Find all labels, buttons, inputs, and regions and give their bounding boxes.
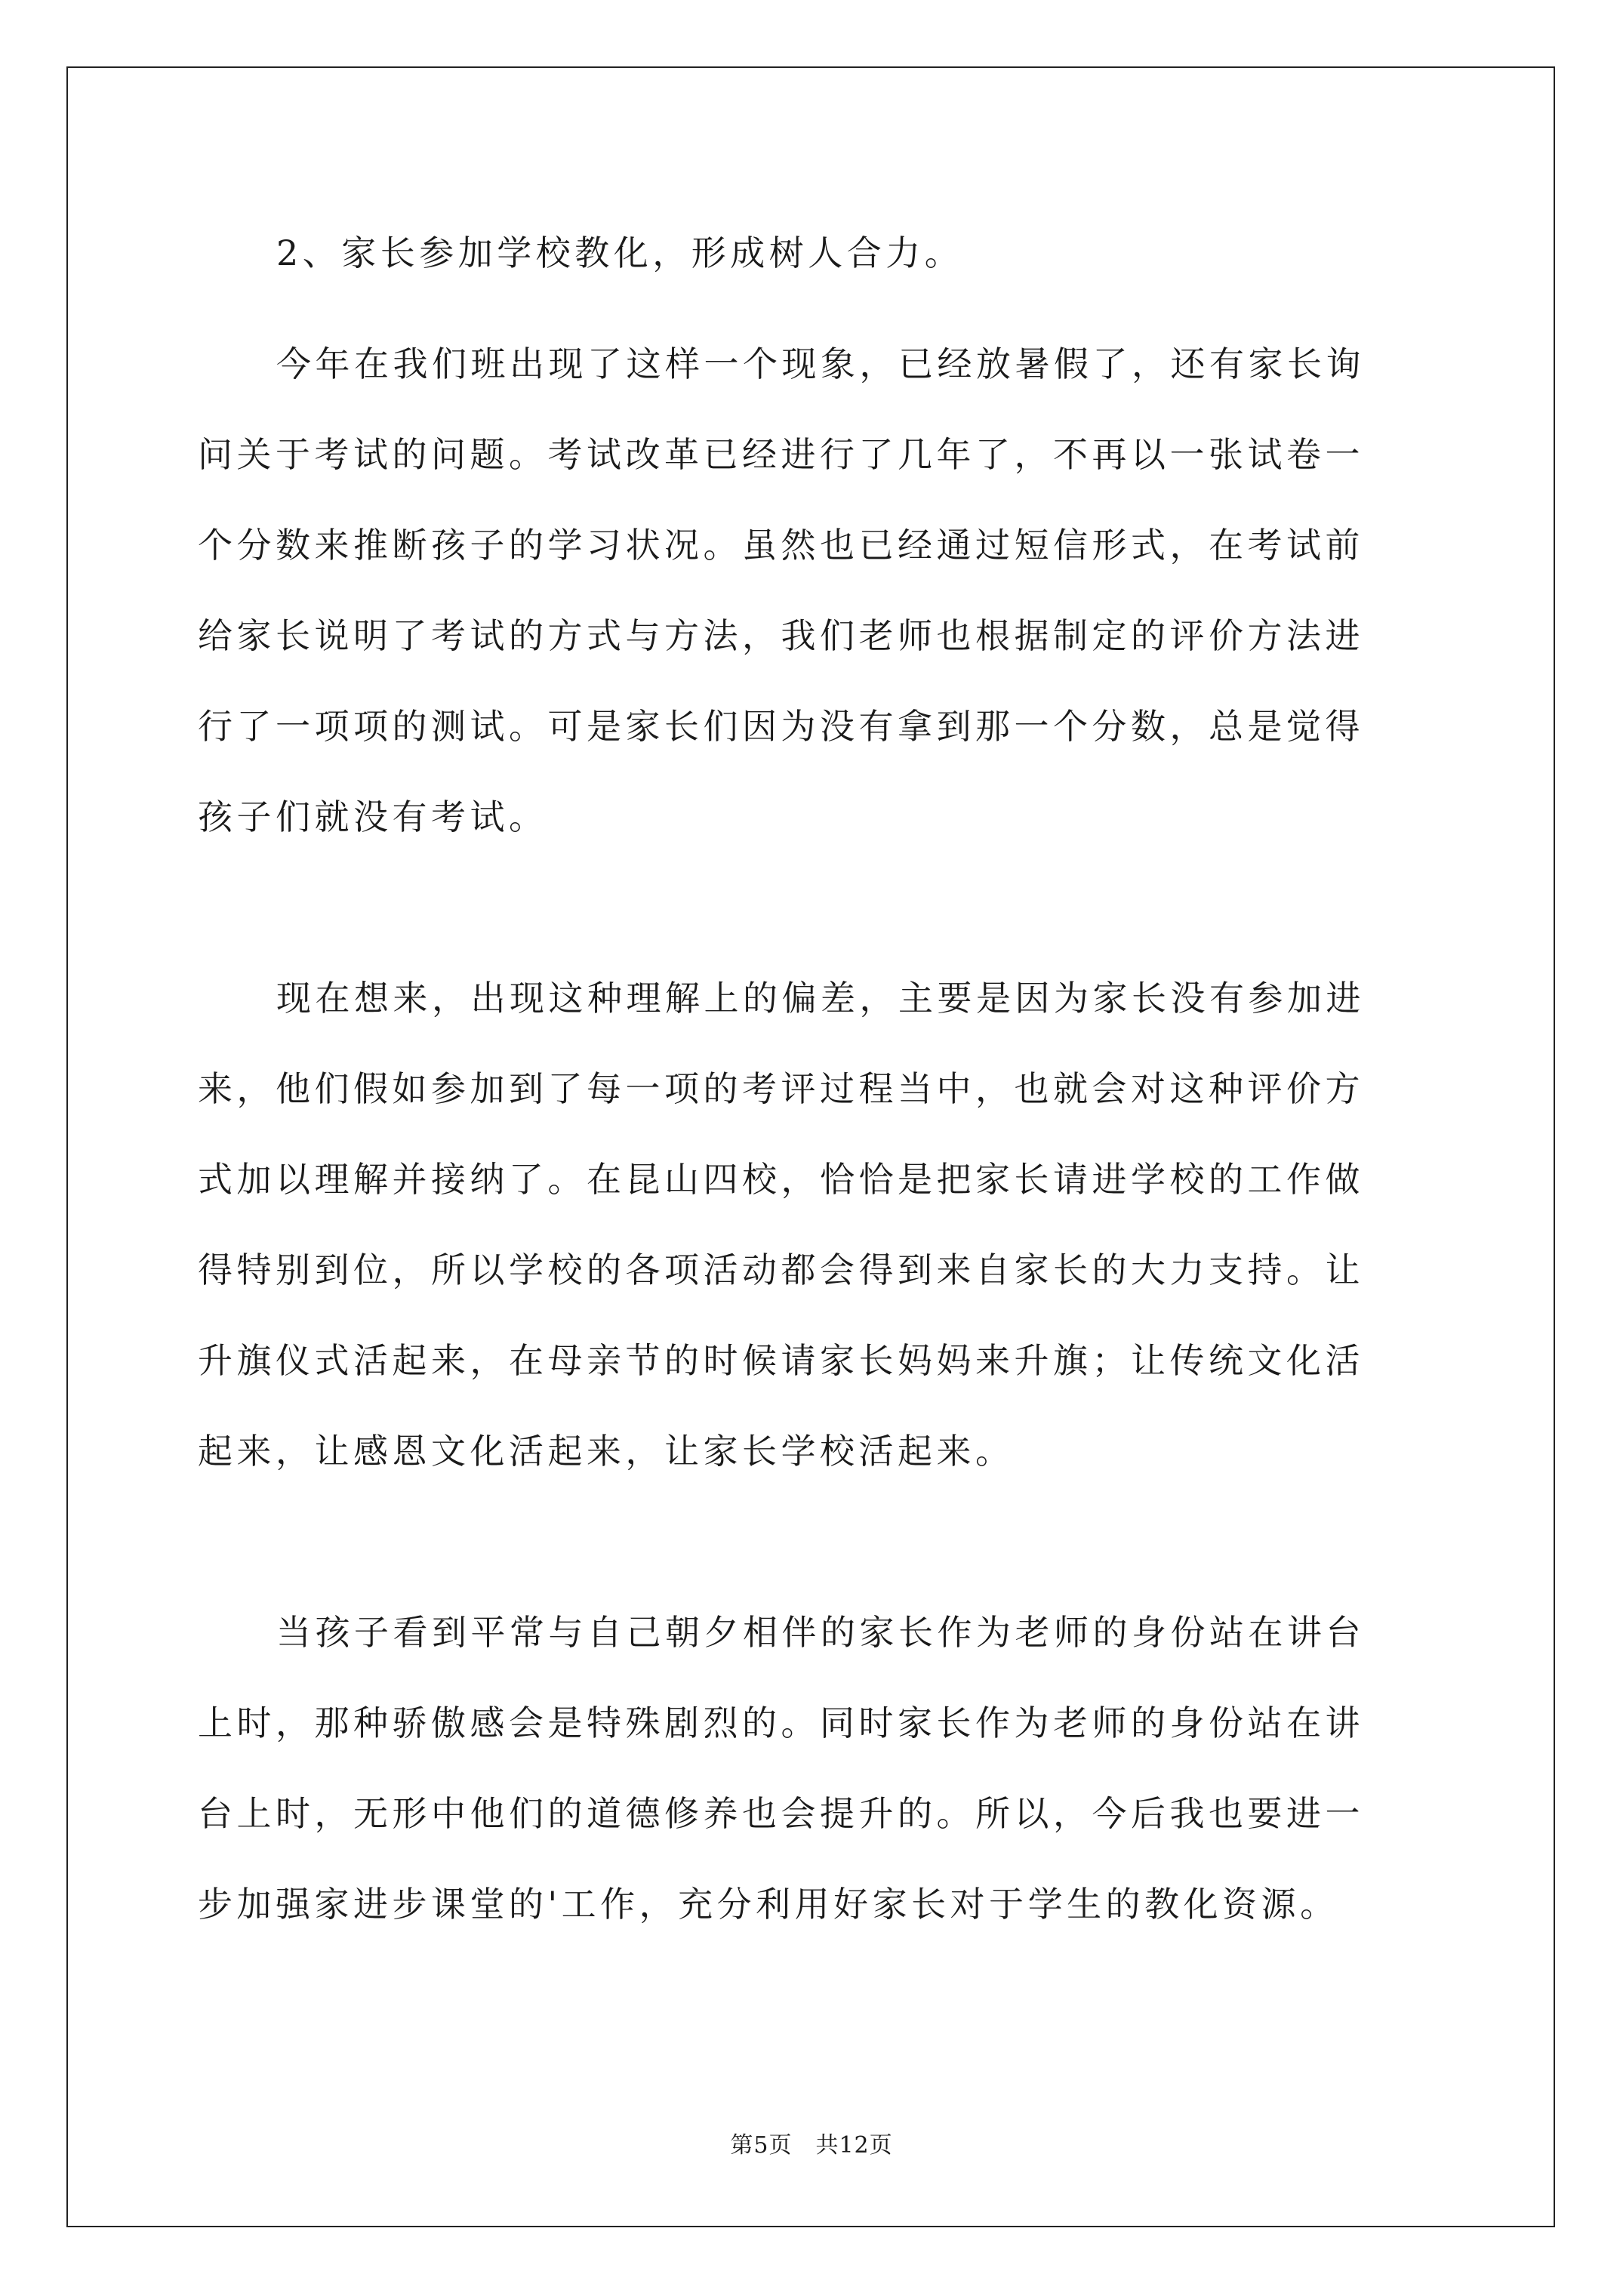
paragraph-line: 行了一项项的测试。可是家长们因为没有拿到那一个分数，总是觉得 <box>198 706 1364 747</box>
paragraph-line: 上时，那种骄傲感会是特殊剧烈的。同时家长作为老师的身份站在讲 <box>198 1703 1364 1743</box>
paragraph-line: 孩子们就没有考试。 <box>198 797 548 837</box>
page-number-footer: 第5页 共12页 <box>730 2132 893 2159</box>
paragraph-line: 步加强家进步课堂的'工作，充分利用好家长对于学生的教化资源。 <box>198 1884 1339 1925</box>
paragraph-line: 式加以理解并接纳了。在昆山四校，恰恰是把家长请进学校的工作做 <box>198 1159 1364 1200</box>
paragraph-line: 给家长说明了考试的方式与方法，我们老师也根据制定的评价方法进 <box>198 615 1364 656</box>
paragraph-line: 个分数来推断孩子的学习状况。虽然也已经通过短信形式，在考试前 <box>198 525 1364 566</box>
paragraph-line: 现在想来，出现这种理解上的偏差，主要是因为家长没有参加进 <box>276 978 1365 1019</box>
paragraph-line: 得特别到位，所以学校的各项活动都会得到来自家长的大力支持。让 <box>198 1250 1364 1290</box>
paragraph-line: 起来，让感恩文化活起来，让家长学校活起来。 <box>198 1431 1015 1472</box>
paragraph-line: 2、家长参加学校教化，形成树人合力。 <box>276 233 964 273</box>
paragraph-line: 升旗仪式活起来，在母亲节的时候请家长妈妈来升旗；让传统文化活 <box>198 1340 1364 1381</box>
paragraph-line: 今年在我们班出现了这样一个现象，已经放暑假了，还有家长询 <box>276 344 1365 384</box>
paragraph-line: 问关于考试的问题。考试改革已经进行了几年了，不再以一张试卷一 <box>198 434 1364 475</box>
paragraph-line: 台上时，无形中他们的道德修养也会提升的。所以，今后我也要进一 <box>198 1793 1364 1834</box>
paragraph-line: 来，他们假如参加到了每一项的考评过程当中，也就会对这种评价方 <box>198 1068 1364 1109</box>
paragraph-line: 当孩子看到平常与自己朝夕相伴的家长作为老师的身份站在讲台 <box>276 1612 1365 1653</box>
